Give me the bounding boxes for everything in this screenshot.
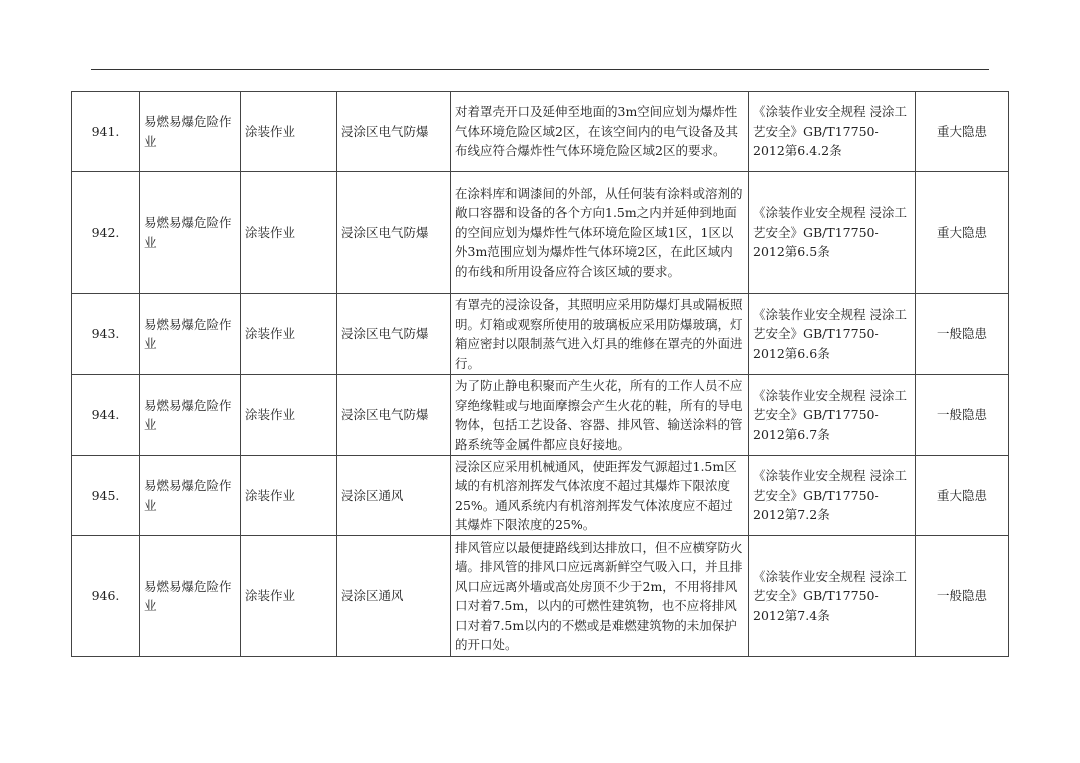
hazard-area: 浸涂区电气防爆 xyxy=(337,294,451,375)
hazard-level: 重大隐患 xyxy=(916,172,1009,294)
hazard-area: 浸涂区电气防爆 xyxy=(337,92,451,172)
row-number: 945. xyxy=(72,456,140,536)
regulation-basis: 《涂装作业安全规程 浸涂工艺安全》GB/T17750-2012第6.4.2条 xyxy=(749,92,916,172)
hazard-area: 浸涂区通风 xyxy=(337,536,451,657)
table-row xyxy=(72,456,1009,536)
table-row xyxy=(72,375,1009,456)
regulation-basis: 《涂装作业安全规程 浸涂工艺安全》GB/T17750-2012第6.5条 xyxy=(749,172,916,294)
regulation-basis: 《涂装作业安全规程 浸涂工艺安全》GB/T17750-2012第7.2条 xyxy=(749,456,916,536)
hazard-description: 有罩壳的浸涂设备，其照明应采用防爆灯具或隔板照明。灯箱或观察所使用的玻璃板应采用防爆玻璃，灯箱应密封以限制蒸气进入灯具的维修在罩壳的外面进行。 xyxy=(451,294,749,375)
row-number: 944. xyxy=(72,375,140,456)
regulation-basis: 《涂装作业安全规程 浸涂工艺安全》GB/T17750-2012第6.7条 xyxy=(749,375,916,456)
hazard-category: 易燃易爆危险作业 xyxy=(140,294,241,375)
work-type: 涂装作业 xyxy=(241,536,337,657)
hazard-area: 浸涂区通风 xyxy=(337,456,451,536)
table-row xyxy=(72,536,1009,657)
work-type: 涂装作业 xyxy=(241,172,337,294)
hazard-level: 重大隐患 xyxy=(916,92,1009,172)
row-number: 941. xyxy=(72,92,140,172)
table-row xyxy=(72,92,1009,172)
hazard-category: 易燃易爆危险作业 xyxy=(140,92,241,172)
row-number: 946. xyxy=(72,536,140,657)
table-row xyxy=(72,172,1009,294)
hazard-area: 浸涂区电气防爆 xyxy=(337,375,451,456)
work-type: 涂装作业 xyxy=(241,456,337,536)
hazard-description: 对着罩壳开口及延伸至地面的3m空间应划为爆炸性气体环境危险区域2区，在该空间内的电气设备及其布线应符合爆炸性气体环境危险区域2区的要求。 xyxy=(451,92,749,172)
work-type: 涂装作业 xyxy=(241,92,337,172)
row-number: 943. xyxy=(72,294,140,375)
hazard-level: 一般隐患 xyxy=(916,536,1009,657)
hazard-description: 在涂料库和调漆间的外部，从任何装有涂料或溶剂的敞口容器和设备的各个方向1.5m之内并延伸到地面的空间应划为爆炸性气体环境危险区域1区，1区以外3m范围应划为爆炸性气体环境2区，在此区域内的布线和所用设备应符合该区域的要求。 xyxy=(451,172,749,294)
regulation-basis: 《涂装作业安全规程 浸涂工艺安全》GB/T17750-2012第7.4条 xyxy=(749,536,916,657)
hazard-category: 易燃易爆危险作业 xyxy=(140,536,241,657)
hazard-area: 浸涂区电气防爆 xyxy=(337,172,451,294)
table-row xyxy=(72,294,1009,375)
hazard-description: 为了防止静电积聚而产生火花，所有的工作人员不应穿绝缘鞋或与地面摩擦会产生火花的鞋，所有的导电物体，包括工艺设备、容器、排风管、输送涂料的管路系统等金属件都应良好接地。 xyxy=(451,375,749,456)
work-type: 涂装作业 xyxy=(241,294,337,375)
header-rule xyxy=(91,69,989,70)
hazard-category: 易燃易爆危险作业 xyxy=(140,172,241,294)
work-type: 涂装作业 xyxy=(241,375,337,456)
hazard-category: 易燃易爆危险作业 xyxy=(140,456,241,536)
hazard-description: 浸涂区应采用机械通风，使距挥发气源超过1.5m区域的有机溶剂挥发气体浓度不超过其爆炸下限浓度25%。通风系统内有机溶剂挥发气体浓度应不超过其爆炸下限浓度的25%。 xyxy=(451,456,749,536)
hazard-level: 一般隐患 xyxy=(916,294,1009,375)
hazard-table xyxy=(71,91,1009,657)
regulation-basis: 《涂装作业安全规程 浸涂工艺安全》GB/T17750-2012第6.6条 xyxy=(749,294,916,375)
hazard-description: 排风管应以最便捷路线到达排放口，但不应横穿防火墙。排风管的排风口应远离新鲜空气吸入口，并且排风口应远离外墙或高处房顶不少于2m，不用将排风口对着7.5m，以内的可燃性建筑物，也不应将排风口对着7.5m以内的不燃或是难燃建筑物的未加保护的开口处。 xyxy=(451,536,749,657)
hazard-level: 重大隐患 xyxy=(916,456,1009,536)
row-number: 942. xyxy=(72,172,140,294)
hazard-category: 易燃易爆危险作业 xyxy=(140,375,241,456)
hazard-level: 一般隐患 xyxy=(916,375,1009,456)
